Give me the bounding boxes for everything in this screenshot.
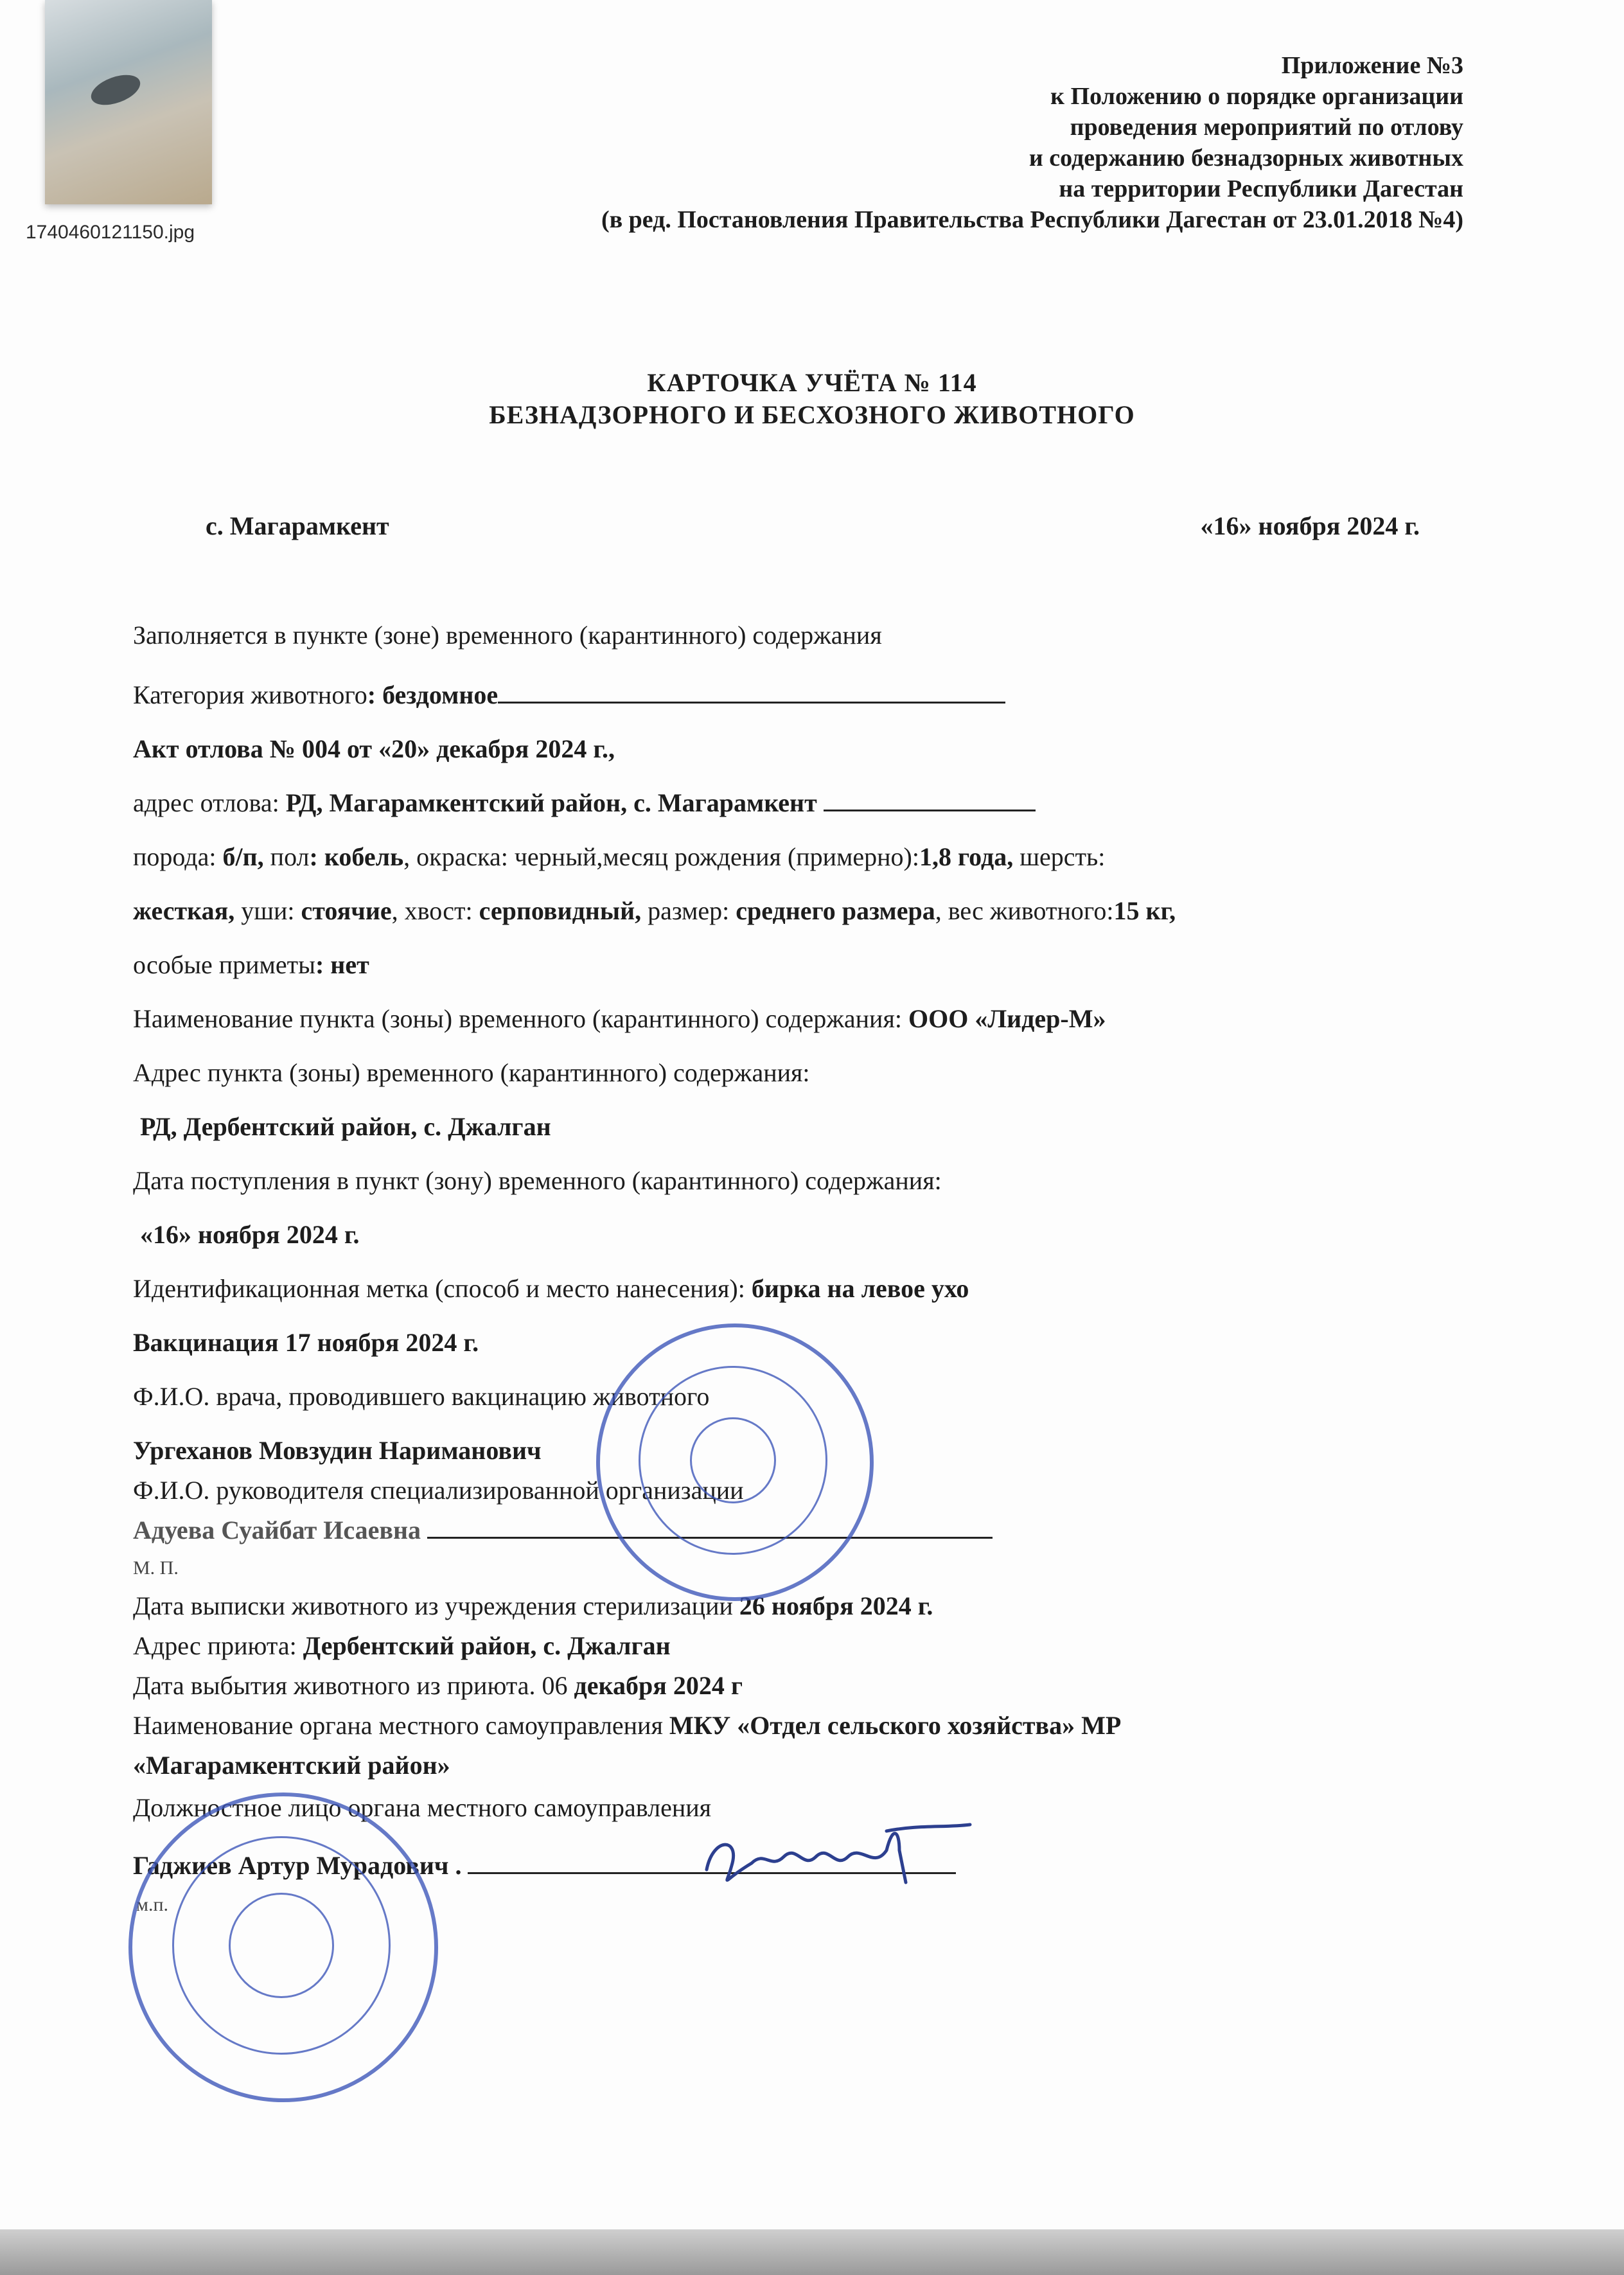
- signature: [694, 1812, 976, 1895]
- quarantine-point-name: Наименование пункта (зоны) временного (карантинного) содержания: ООО «Лидер-М»: [133, 1004, 1106, 1033]
- header-line: на территории Республики Дагестан: [1059, 175, 1463, 202]
- document-title: КАРТОЧКА УЧЁТА № 114: [647, 368, 977, 397]
- quarantine-address: РД, Дербентский район, с. Джалган: [140, 1112, 551, 1141]
- municipal-body: Наименование органа местного самоуправления МКУ «Отдел сельского хозяйства» МР: [133, 1711, 1122, 1740]
- fill-location-note: Заполняется в пункте (зоне) временного (карантинного) содержания: [133, 621, 882, 650]
- header-line: к Положению о порядке организации: [1050, 83, 1463, 110]
- municipal-body-district: «Магарамкентский район»: [133, 1751, 450, 1780]
- special-marks: особые приметы: нет: [133, 950, 369, 979]
- arrival-date-label: Дата поступления в пункт (зону) временного (карантинного) содержания:: [133, 1166, 942, 1195]
- thumbnail-image: [45, 0, 212, 204]
- head-name: Адуева Суайбат Исаевна: [133, 1515, 993, 1545]
- animal-description-1: порода: б/п, пол: кобель, окраска: черный,месяц рождения (примерно):1,8 года, шерсть:: [133, 842, 1106, 871]
- official-name: Гаджиев Артур Мурадович .: [133, 1850, 956, 1881]
- animal-description-2: жесткая, уши: стоячие, хвост: серповидный, размер: среднего размера, вес животного:15 кг,: [133, 896, 1176, 925]
- header-line: и содержанию безнадзорных животных: [1028, 145, 1463, 172]
- header-line: проведения мероприятий по отлову: [1070, 114, 1463, 141]
- scan-bottom-edge: [0, 2229, 1624, 2275]
- capture-address: адрес отлова: РД, Магарамкентский район, с. Магарамкент: [133, 788, 1036, 818]
- appendix-header: [601, 50, 1463, 235]
- leave-date: Дата выбытия животного из приюта. 06 декабря 2024 г: [133, 1671, 743, 1700]
- head-label: Ф.И.О. руководителя специализированной организации: [133, 1476, 744, 1505]
- card-date: «16» ноября 2024 г.: [1200, 511, 1420, 540]
- official-label: Должностное лицо органа местного самоуправления: [133, 1793, 712, 1822]
- place: с. Магарамкент: [206, 511, 389, 540]
- arrival-date: «16» ноября 2024 г.: [140, 1220, 360, 1249]
- animal-category: Категория животного: бездомное: [133, 680, 1005, 710]
- vet-name: Ургеханов Мовзудин Нариманович: [133, 1436, 542, 1465]
- municipal-stamp: [128, 1793, 438, 2102]
- thumbnail-object: [87, 69, 145, 111]
- document-subtitle: БЕЗНАДЗОРНОГО И БЕСХОЗНОГО ЖИВОТНОГО: [489, 400, 1135, 429]
- quarantine-address-label: Адрес пункта (зоны) временного (карантинного) содержания:: [133, 1058, 810, 1087]
- header-line: (в ред. Постановления Правительства Республики Дагестан от 23.01.2018 №4): [601, 206, 1463, 233]
- capture-act: Акт отлова № 004 от «20» декабря 2024 г.,: [133, 734, 615, 763]
- vaccination-date: Вакцинация 17 ноября 2024 г.: [133, 1328, 479, 1357]
- stamp-place-label-2: м.п.: [136, 1894, 169, 1915]
- identification-tag: Идентификационная метка (способ и место нанесения): бирка на левое ухо: [133, 1274, 969, 1303]
- organization-stamp: [596, 1323, 874, 1601]
- thumbnail-filename: 1740460121150.jpg: [26, 222, 195, 243]
- header-line: Приложение №3: [1281, 52, 1463, 79]
- stamp-place-label: М. П.: [133, 1557, 179, 1579]
- shelter-address: Адрес приюта: Дербентский район, с. Джалган: [133, 1631, 671, 1660]
- discharge-date: Дата выписки животного из учреждения стерилизации 26 ноября 2024 г.: [133, 1591, 933, 1620]
- vet-label: Ф.И.О. врача, проводившего вакцинацию животного: [133, 1382, 710, 1411]
